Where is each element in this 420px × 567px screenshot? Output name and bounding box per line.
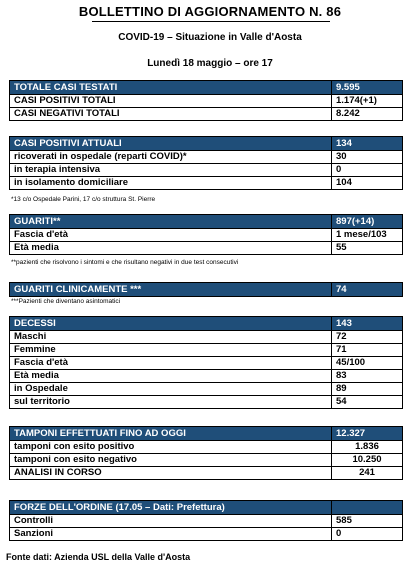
bulletin-title: BOLLETTINO DI AGGIORNAMENTO N. 86 bbox=[78, 4, 342, 19]
row-value: 1.836 bbox=[332, 441, 403, 454]
table-row bbox=[10, 177, 403, 190]
table-header-row bbox=[10, 317, 403, 331]
row-value: 83 bbox=[332, 370, 403, 383]
row-label: in terapia intensiva bbox=[10, 164, 332, 177]
row-value: 55 bbox=[332, 242, 403, 255]
table-row bbox=[10, 357, 403, 370]
table-row bbox=[10, 164, 403, 177]
table-row bbox=[10, 95, 403, 108]
table-row bbox=[10, 331, 403, 344]
table-positivi-attuali bbox=[9, 136, 403, 190]
table-row bbox=[10, 515, 403, 528]
table-row bbox=[10, 454, 403, 467]
table-row bbox=[10, 396, 403, 409]
row-value: 71 bbox=[332, 344, 403, 357]
header-value bbox=[332, 501, 403, 515]
row-label: in isolamento domiciliare bbox=[10, 177, 332, 190]
row-label: Fascia d'età bbox=[10, 357, 332, 370]
table-casi-testati bbox=[9, 80, 403, 121]
row-label: sul territorio bbox=[10, 396, 332, 409]
row-label: CASI NEGATIVI TOTALI bbox=[10, 108, 332, 121]
table-row bbox=[10, 108, 403, 121]
header-value: 143 bbox=[332, 317, 403, 331]
table-row bbox=[10, 229, 403, 242]
row-label: ANALISI IN CORSO bbox=[10, 467, 332, 480]
header-value: 74 bbox=[332, 283, 403, 297]
row-label: Età media bbox=[10, 370, 332, 383]
header-value: 9.595 bbox=[332, 81, 403, 95]
row-label: Femmine bbox=[10, 344, 332, 357]
row-value: 0 bbox=[332, 528, 403, 541]
row-value: 54 bbox=[332, 396, 403, 409]
table-row bbox=[10, 370, 403, 383]
row-value: 8.242 bbox=[332, 108, 403, 121]
table-header-row bbox=[10, 501, 403, 515]
table-header-row bbox=[10, 137, 403, 151]
header-label: GUARITI CLINICAMENTE *** bbox=[10, 283, 332, 297]
header-label: CASI POSITIVI ATTUALI bbox=[10, 137, 332, 151]
row-value: 72 bbox=[332, 331, 403, 344]
table-row bbox=[10, 151, 403, 164]
row-label: Maschi bbox=[10, 331, 332, 344]
row-value: 0 bbox=[332, 164, 403, 177]
bulletin-date: Lunedì 18 maggio – ore 17 bbox=[147, 58, 273, 69]
table-guariti bbox=[9, 214, 403, 255]
table-header-row bbox=[10, 283, 403, 297]
header-label: FORZE DELL'ORDINE (17.05 – Dati: Prefettura) bbox=[10, 501, 332, 515]
row-label: ricoverati in ospedale (reparti COVID)* bbox=[10, 151, 332, 164]
footnote-positivi: *13 c/o Ospedale Parini, 17 c/o struttura St. Pierre bbox=[11, 196, 156, 203]
table-header-row bbox=[10, 427, 403, 441]
title-underline bbox=[92, 21, 330, 22]
row-value: 585 bbox=[332, 515, 403, 528]
bulletin-subtitle: COVID-19 – Situazione in Valle d'Aosta bbox=[118, 32, 302, 43]
row-value: 10.250 bbox=[332, 454, 403, 467]
header-label: TAMPONI EFFETTUATI FINO AD OGGI bbox=[10, 427, 332, 441]
row-value: 30 bbox=[332, 151, 403, 164]
row-value: 45/100 bbox=[332, 357, 403, 370]
row-value: 1 mese/103 bbox=[332, 229, 403, 242]
table-row bbox=[10, 242, 403, 255]
row-value: 241 bbox=[332, 467, 403, 480]
header-value: 134 bbox=[332, 137, 403, 151]
row-value: 1.174(+1) bbox=[332, 95, 403, 108]
table-header-row bbox=[10, 215, 403, 229]
header-label: GUARITI** bbox=[10, 215, 332, 229]
footnote-guariti: **pazienti che risolvono i sintomi e che risultano negativi in due test consecutivi bbox=[11, 259, 239, 266]
row-label: Sanzioni bbox=[10, 528, 332, 541]
table-row bbox=[10, 383, 403, 396]
row-label: Età media bbox=[10, 242, 332, 255]
table-row bbox=[10, 467, 403, 480]
row-label: tamponi con esito negativo bbox=[10, 454, 332, 467]
footnote-guariti-clinicamente: ***Pazienti che diventano asintomatici bbox=[11, 298, 121, 305]
row-label: in Ospedale bbox=[10, 383, 332, 396]
table-row bbox=[10, 441, 403, 454]
table-row bbox=[10, 344, 403, 357]
row-label: CASI POSITIVI TOTALI bbox=[10, 95, 332, 108]
header-label: TOTALE CASI TESTATI bbox=[10, 81, 332, 95]
row-label: Fascia d'età bbox=[10, 229, 332, 242]
header-value: 12.327 bbox=[332, 427, 403, 441]
table-forze-ordine bbox=[9, 500, 403, 541]
header-value: 897(+14) bbox=[332, 215, 403, 229]
table-header-row bbox=[10, 81, 403, 95]
data-source: Fonte dati: Azienda USL della Valle d'Aosta bbox=[6, 552, 191, 562]
header-label: DECESSI bbox=[10, 317, 332, 331]
table-row bbox=[10, 528, 403, 541]
table-tamponi bbox=[9, 426, 403, 480]
table-guariti-clinicamente bbox=[9, 282, 403, 297]
row-label: tamponi con esito positivo bbox=[10, 441, 332, 454]
row-value: 104 bbox=[332, 177, 403, 190]
row-label: Controlli bbox=[10, 515, 332, 528]
row-value: 89 bbox=[332, 383, 403, 396]
table-decessi bbox=[9, 316, 403, 409]
